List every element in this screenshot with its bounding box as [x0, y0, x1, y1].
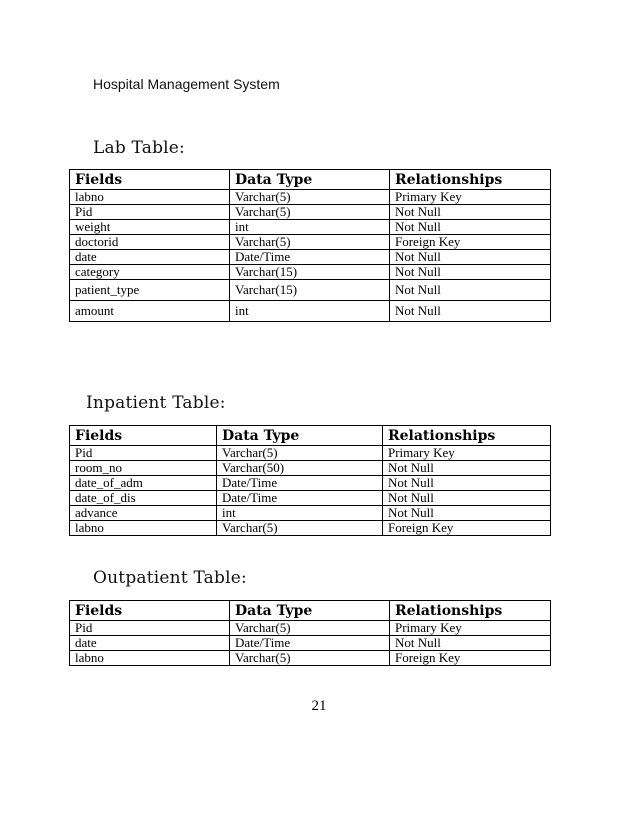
data-type-cell: Varchar(5)	[217, 521, 383, 536]
relationship-cell: Primary Key	[383, 446, 551, 461]
data-type-cell: int	[230, 220, 390, 235]
lab-table	[69, 169, 551, 322]
field-cell: advance	[70, 506, 217, 521]
column-header-fields: Fields	[70, 170, 230, 190]
table-row	[70, 491, 551, 506]
table-header-row	[70, 601, 551, 621]
field-cell: date	[70, 636, 230, 651]
relationship-cell: Primary Key	[390, 621, 551, 636]
outpatient-table	[69, 600, 551, 666]
table-row	[70, 476, 551, 491]
data-type-cell: Varchar(5)	[230, 235, 390, 250]
relationship-cell: Not Null	[383, 506, 551, 521]
field-cell: date	[70, 250, 230, 265]
table-row	[70, 205, 551, 220]
inpatient-table-title: Inpatient Table:	[86, 393, 226, 413]
data-type-cell: int	[230, 301, 390, 322]
field-cell: Pid	[70, 621, 230, 636]
field-cell: Pid	[70, 205, 230, 220]
column-header-relationships: Relationships	[390, 601, 551, 621]
field-cell: room_no	[70, 461, 217, 476]
data-type-cell: Date/Time	[217, 491, 383, 506]
data-type-cell: Varchar(5)	[217, 446, 383, 461]
table-row	[70, 235, 551, 250]
data-type-cell: Varchar(15)	[230, 265, 390, 280]
relationship-cell: Not Null	[390, 265, 551, 280]
relationship-cell: Not Null	[383, 476, 551, 491]
relationship-cell: Foreign Key	[383, 521, 551, 536]
column-header-data-type: Data Type	[217, 426, 383, 446]
field-cell: patient_type	[70, 280, 230, 301]
data-type-cell: Varchar(15)	[230, 280, 390, 301]
relationship-cell: Not Null	[390, 280, 551, 301]
table-row	[70, 521, 551, 536]
table-row	[70, 446, 551, 461]
table-row	[70, 506, 551, 521]
table-row	[70, 636, 551, 651]
inpatient-table	[69, 425, 551, 536]
column-header-relationships: Relationships	[390, 170, 551, 190]
data-type-cell: Varchar(50)	[217, 461, 383, 476]
column-header-fields: Fields	[70, 601, 230, 621]
table-row	[70, 220, 551, 235]
page-header-title: Hospital Management System	[93, 76, 280, 92]
lab-table-title: Lab Table:	[93, 138, 185, 158]
table-row	[70, 461, 551, 476]
outpatient-table-title: Outpatient Table:	[93, 568, 247, 588]
relationship-cell: Primary Key	[390, 190, 551, 205]
field-cell: amount	[70, 301, 230, 322]
data-type-cell: Varchar(5)	[230, 205, 390, 220]
relationship-cell: Not Null	[390, 250, 551, 265]
relationship-cell: Not Null	[383, 491, 551, 506]
column-header-data-type: Data Type	[230, 170, 390, 190]
column-header-relationships: Relationships	[383, 426, 551, 446]
data-type-cell: Date/Time	[230, 636, 390, 651]
field-cell: labno	[70, 190, 230, 205]
data-type-cell: int	[217, 506, 383, 521]
table-row	[70, 280, 551, 301]
table-row	[70, 265, 551, 280]
relationship-cell: Not Null	[390, 220, 551, 235]
field-cell: category	[70, 265, 230, 280]
table-row	[70, 250, 551, 265]
field-cell: date_of_dis	[70, 491, 217, 506]
relationship-cell: Not Null	[390, 636, 551, 651]
data-type-cell: Varchar(5)	[230, 621, 390, 636]
field-cell: labno	[70, 651, 230, 666]
table-row	[70, 190, 551, 205]
table-header-row	[70, 170, 551, 190]
relationship-cell: Not Null	[390, 205, 551, 220]
table-row	[70, 301, 551, 322]
relationship-cell: Not Null	[390, 301, 551, 322]
field-cell: doctorid	[70, 235, 230, 250]
data-type-cell: Varchar(5)	[230, 651, 390, 666]
table-row	[70, 621, 551, 636]
data-type-cell: Date/Time	[230, 250, 390, 265]
field-cell: weight	[70, 220, 230, 235]
relationship-cell: Foreign Key	[390, 651, 551, 666]
relationship-cell: Not Null	[383, 461, 551, 476]
page-number: 21	[311, 698, 327, 714]
table-header-row	[70, 426, 551, 446]
data-type-cell: Varchar(5)	[230, 190, 390, 205]
column-header-fields: Fields	[70, 426, 217, 446]
field-cell: Pid	[70, 446, 217, 461]
field-cell: labno	[70, 521, 217, 536]
data-type-cell: Date/Time	[217, 476, 383, 491]
column-header-data-type: Data Type	[230, 601, 390, 621]
table-row	[70, 651, 551, 666]
relationship-cell: Foreign Key	[390, 235, 551, 250]
field-cell: date_of_adm	[70, 476, 217, 491]
